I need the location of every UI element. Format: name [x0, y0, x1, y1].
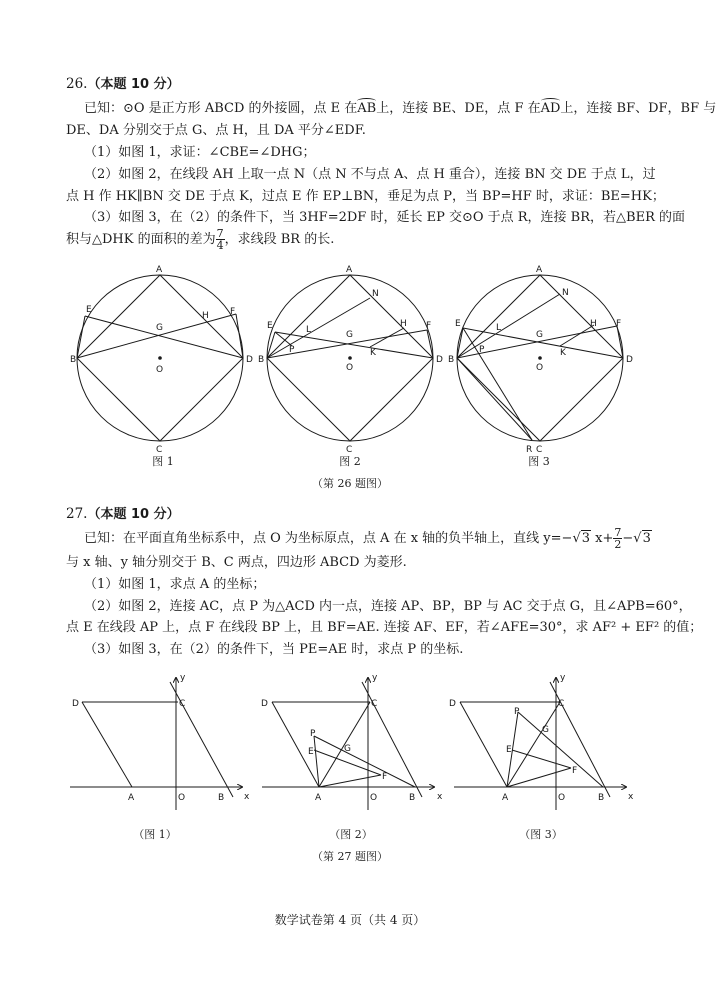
- label-l: L: [306, 325, 312, 335]
- label-h: H: [400, 319, 407, 329]
- label-e: E: [455, 319, 461, 329]
- q27-label-e: E: [308, 747, 314, 757]
- q27-label-f: F: [382, 772, 388, 782]
- q27-label-d: D: [72, 699, 79, 709]
- label-a: A: [536, 265, 543, 275]
- q26-part3-line1: （3）如图 3，在（2）的条件下，当 3HF=2DF 时，延长 EP 交⊙O 于点 R，连接 BR，若△BER 的面: [84, 210, 685, 225]
- arc-ab: AB: [357, 101, 377, 116]
- q26-figures: [70, 262, 650, 472]
- q27-label-g: G: [542, 725, 549, 735]
- q27-label-b: B: [218, 793, 225, 803]
- fraction-7-2: $\frac{7}{2}$: [614, 526, 622, 551]
- q27-label-a: A: [315, 793, 322, 803]
- q27-stem-line1: 已知：在平面直角坐标系中，点 O 为坐标原点，点 A 在 x 轴的负半轴上，直线 y=−√3 x+ $\frac{7}{2}$ −√3: [84, 526, 651, 551]
- q27-part1: （1）如图 1，求点 A 的坐标；: [84, 577, 266, 592]
- q27-stem-line2: 与 x 轴、y 轴分别交于 B、C 两点，四边形 ABCD 为菱形.: [66, 555, 407, 570]
- label-o: O: [536, 363, 544, 373]
- label-d: D: [436, 355, 443, 365]
- q27-label-c: C: [558, 699, 565, 709]
- label-e: E: [267, 321, 273, 331]
- label-k: K: [560, 348, 566, 358]
- label-c: C: [536, 445, 543, 455]
- q27-header: 27.（本题 10 分）: [66, 506, 180, 522]
- q27-fig3-label: （图 3）: [519, 828, 563, 841]
- q26-figure-caption: （第 26 题图）: [312, 477, 388, 490]
- label-p: P: [289, 345, 295, 355]
- fraction-7-4: $\frac{7}{4}$: [216, 227, 224, 252]
- label-l: L: [496, 323, 502, 333]
- q27-label-c: C: [179, 699, 186, 709]
- label-f: F: [616, 319, 622, 329]
- q27-axis-x: x: [628, 792, 634, 802]
- q27-label-c: C: [371, 699, 378, 709]
- q27-label-f: F: [572, 766, 578, 776]
- label-o: O: [156, 365, 164, 375]
- q27-label-d: D: [261, 699, 268, 709]
- q26-fig3-label: 图 3: [528, 455, 550, 468]
- label-h: H: [590, 319, 597, 329]
- label-d: D: [246, 355, 253, 365]
- q27-axis-y: y: [372, 673, 378, 683]
- q26-part2-line2: 点 H 作 HK∥BN 交 DE 于点 K，过点 E 作 EP⊥BN，垂足为点 P，当 BP=HF 时，求证：BE=HK；: [66, 189, 665, 204]
- q27-axis-x: x: [437, 792, 443, 802]
- arc-ad: AD: [540, 101, 561, 116]
- q27-part2-line1: （2）如图 2，连接 AC，点 P 为△ACD 内一点，连接 AP、BP，BP 与 AC 交于点 G，且∠APB=60°，: [84, 599, 692, 614]
- q27-label-d: D: [449, 699, 456, 709]
- label-d: D: [626, 355, 633, 365]
- label-b: B: [448, 355, 455, 365]
- q27-label-b: B: [409, 793, 416, 803]
- label-n: N: [372, 289, 379, 299]
- label-h: H: [202, 311, 209, 321]
- q26-center-dots: [158, 356, 542, 360]
- label-a: A: [156, 265, 163, 275]
- label-b: B: [70, 355, 77, 365]
- label-f: F: [230, 307, 236, 317]
- q26-fig1-label: 图 1: [152, 455, 174, 468]
- q27-figures: [66, 670, 646, 820]
- label-k: K: [370, 348, 376, 358]
- q26-header: 26.（本题 10 分）: [66, 76, 180, 92]
- q27-label-a: A: [502, 793, 509, 803]
- q27-label-e: E: [506, 745, 512, 755]
- q27-label-o: O: [178, 793, 186, 803]
- q26-stem-line2: DE、DA 分别交于点 G、点 H，且 DA 平分∠EDF.: [66, 123, 366, 138]
- q26-part2-line1: （2）如图 2，在线段 AH 上取一点 N（点 N 不与点 A、点 H 重合），连接 BN 交 DE 于点 L，过: [84, 167, 656, 182]
- q27-label-a: A: [128, 793, 135, 803]
- label-c: C: [346, 445, 353, 455]
- q27-axis-x: x: [244, 792, 250, 802]
- q27-figure-caption: （第 27 题图）: [312, 850, 388, 863]
- label-o: O: [346, 363, 354, 373]
- label-f: F: [426, 321, 432, 331]
- q27-part2-line2: 点 E 在线段 AP 上，点 F 在线段 BP 上，且 BF=AE. 连接 AF、EF，若∠AFE=30°，求 AF² + EF² 的值；: [66, 620, 703, 635]
- q27-label-o: O: [558, 793, 566, 803]
- q27-label-p: P: [514, 707, 520, 717]
- label-c: C: [156, 445, 163, 455]
- q26-part1: （1）如图 1，求证：∠CBE=∠DHG；: [84, 145, 316, 160]
- label-e: E: [86, 305, 92, 315]
- page-footer: 数学试卷第 4 页（共 4 页）: [274, 913, 426, 927]
- q27-label-p: P: [310, 729, 316, 739]
- label-a: A: [346, 265, 353, 275]
- q27-axis-y: y: [180, 673, 186, 683]
- label-g: G: [346, 330, 353, 340]
- q27-axis-y: y: [560, 673, 566, 683]
- label-r: R: [526, 445, 533, 455]
- q27-label-g: G: [344, 744, 351, 754]
- q27-figure-1: [70, 678, 242, 810]
- label-b: B: [258, 355, 265, 365]
- q26-stem-line1: 已知：⊙O 是正方形 ABCD 的外接圆，点 E 在AB上，连接 BE、DE，点 F 在AD上，连接 BF、DF，BF 与: [84, 101, 716, 116]
- q27-fig2-label: （图 2）: [329, 828, 373, 841]
- q27-label-o: O: [370, 793, 378, 803]
- label-g: G: [536, 330, 543, 340]
- q26-fig2-label: 图 2: [339, 455, 361, 468]
- q27-fig1-label: （图 1）: [133, 828, 177, 841]
- q26-part3-line2: 积与△DHK 的面积的差为 $\frac{7}{4}$ ，求线段 BR 的长.: [66, 227, 335, 252]
- label-n: N: [562, 288, 569, 298]
- q27-label-b: B: [598, 793, 605, 803]
- q27-figure-3: [454, 678, 626, 810]
- q27-part3: （3）如图 3，在（2）的条件下，当 PE=AE 时，求点 P 的坐标.: [84, 642, 464, 657]
- label-p: P: [479, 345, 485, 355]
- label-g: G: [156, 323, 163, 333]
